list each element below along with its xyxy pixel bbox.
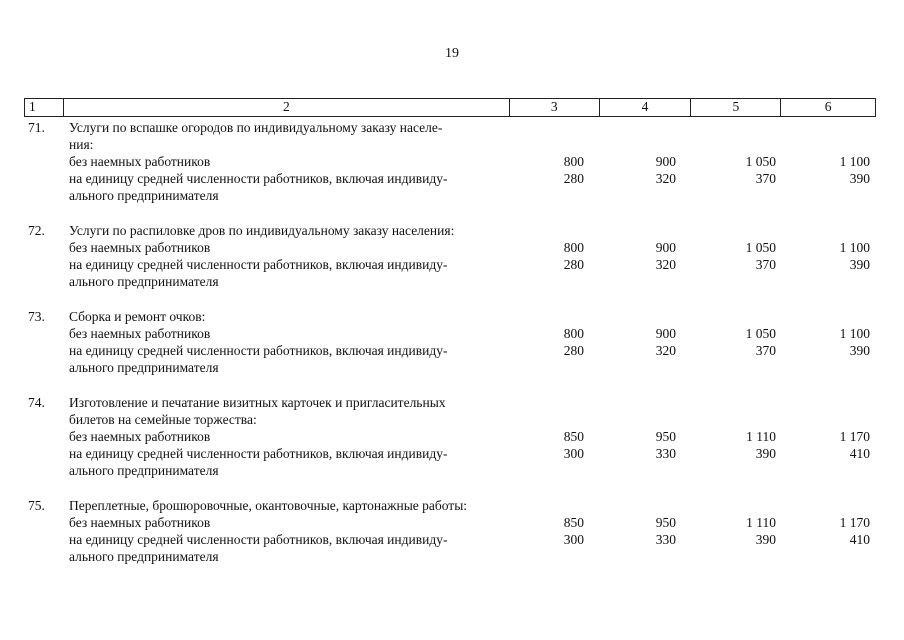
- row-value-col-3: [510, 359, 600, 376]
- row-number: 73.: [28, 309, 45, 324]
- row-number: [24, 239, 63, 256]
- row-description: ального предпринимателя: [69, 463, 219, 478]
- table-row: [24, 273, 876, 290]
- row-value-col-3: 300: [563, 446, 584, 461]
- row-description: на единицу средней численности работников, включая индивиду-: [69, 171, 448, 186]
- row-description: на единицу средней численности работников, включая индивиду-: [69, 343, 448, 358]
- row-description: на единицу средней численности работников, включая индивиду-: [69, 446, 448, 461]
- row-value-col-6: 410: [849, 446, 870, 461]
- row-value-col-5: [692, 359, 782, 376]
- row-value-col-6: 1 100: [839, 240, 870, 255]
- row-value-col-4: 320: [655, 171, 676, 186]
- row-description: билетов на семейные торжества:: [69, 412, 257, 427]
- row-number: 71.: [28, 120, 45, 135]
- row-value-col-6: [782, 222, 876, 239]
- table-row: [24, 514, 876, 531]
- table-row: [24, 548, 876, 565]
- row-value-col-6: [782, 497, 876, 514]
- table-row: [24, 308, 876, 325]
- row-value-col-3: [510, 497, 600, 514]
- row-value-col-4: [600, 394, 692, 411]
- row-description: ального предпринимателя: [69, 188, 219, 203]
- row-description: Услуги по вспашке огородов по индивидуальному заказу населе-: [69, 120, 443, 135]
- table-row: [24, 170, 876, 187]
- row-number: [24, 531, 63, 548]
- row-value-col-3: 800: [563, 326, 584, 341]
- row-value-col-5: 1 110: [746, 515, 776, 530]
- row-value-col-4: [600, 136, 692, 153]
- row-value-col-4: 900: [655, 154, 676, 169]
- row-description: ального предпринимателя: [69, 549, 219, 564]
- row-number: [24, 428, 63, 445]
- table-row: [24, 531, 876, 548]
- row-number: [24, 359, 63, 376]
- table-row: [24, 187, 876, 204]
- row-number: 72.: [28, 223, 45, 238]
- row-description: без наемных работников: [69, 154, 211, 169]
- row-value-col-4: 330: [655, 446, 676, 461]
- row-value-col-3: 280: [563, 171, 584, 186]
- row-value-col-5: [692, 222, 782, 239]
- table-section: [24, 394, 876, 479]
- row-value-col-6: 390: [849, 257, 870, 272]
- row-value-col-3: [510, 222, 600, 239]
- row-number: [24, 548, 63, 565]
- row-value-col-5: 370: [755, 343, 776, 358]
- row-value-col-3: 850: [563, 429, 584, 444]
- tariff-table: [24, 98, 876, 583]
- row-value-col-5: 370: [755, 171, 776, 186]
- row-number: [24, 153, 63, 170]
- row-value-col-6: [782, 394, 876, 411]
- row-value-col-4: [600, 119, 692, 136]
- row-value-col-4: 320: [655, 257, 676, 272]
- row-value-col-4: 900: [655, 240, 676, 255]
- row-value-col-6: [782, 119, 876, 136]
- table-section: [24, 308, 876, 376]
- row-value-col-5: [692, 462, 782, 479]
- header-col-3: 3: [510, 99, 600, 116]
- row-value-col-3: [510, 462, 600, 479]
- row-value-col-6: 1 170: [839, 515, 870, 530]
- row-description: без наемных работников: [69, 240, 211, 255]
- row-description: Изготовление и печатание визитных карточек и пригласительных: [69, 395, 446, 410]
- row-description: без наемных работников: [69, 515, 211, 530]
- row-value-col-3: 280: [563, 257, 584, 272]
- row-value-col-6: [782, 273, 876, 290]
- row-value-col-6: [782, 411, 876, 428]
- table-row: [24, 325, 876, 342]
- row-number: [24, 445, 63, 462]
- row-value-col-3: [510, 273, 600, 290]
- row-value-col-6: [782, 136, 876, 153]
- row-number: [24, 187, 63, 204]
- row-value-col-5: [692, 411, 782, 428]
- row-value-col-3: [510, 411, 600, 428]
- header-col-1: 1: [25, 99, 64, 116]
- row-number: [24, 514, 63, 531]
- header-col-6: 6: [824, 99, 832, 114]
- row-value-col-5: [692, 136, 782, 153]
- row-value-col-3: [510, 187, 600, 204]
- table-header: [24, 98, 876, 117]
- row-description: без наемных работников: [69, 326, 211, 341]
- table-body: [24, 119, 876, 565]
- table-row: [24, 239, 876, 256]
- table-row: [24, 119, 876, 136]
- row-value-col-5: 370: [755, 257, 776, 272]
- row-value-col-4: [600, 273, 692, 290]
- table-row: [24, 342, 876, 359]
- row-number: [24, 256, 63, 273]
- row-value-col-6: [782, 548, 876, 565]
- table-section: [24, 497, 876, 565]
- row-value-col-3: 800: [563, 240, 584, 255]
- row-value-col-3: 800: [563, 154, 584, 169]
- row-value-col-4: [600, 187, 692, 204]
- row-value-col-4: [600, 462, 692, 479]
- row-value-col-4: [600, 497, 692, 514]
- row-number: [24, 136, 63, 153]
- row-value-col-5: 1 050: [745, 240, 776, 255]
- row-value-col-4: 900: [655, 326, 676, 341]
- row-value-col-6: [782, 308, 876, 325]
- row-number: [24, 342, 63, 359]
- table-row: [24, 256, 876, 273]
- header-col-2: 2: [64, 99, 510, 116]
- row-description: ального предпринимателя: [69, 360, 219, 375]
- row-value-col-5: [692, 119, 782, 136]
- row-value-col-6: [782, 359, 876, 376]
- row-value-col-3: [510, 308, 600, 325]
- header-col-4: 4: [600, 99, 692, 116]
- row-value-col-5: [692, 273, 782, 290]
- table-row: [24, 359, 876, 376]
- row-value-col-6: 390: [849, 343, 870, 358]
- row-value-col-3: [510, 136, 600, 153]
- row-value-col-4: 950: [655, 515, 676, 530]
- row-value-col-4: 320: [655, 343, 676, 358]
- row-value-col-4: [600, 359, 692, 376]
- row-value-col-5: 1 110: [746, 429, 776, 444]
- header-col-5: 5: [691, 99, 781, 116]
- page-number: 19: [445, 46, 459, 61]
- row-number: 74.: [28, 395, 45, 410]
- row-value-col-3: [510, 394, 600, 411]
- row-value-col-6: 1 100: [839, 154, 870, 169]
- row-value-col-5: [692, 187, 782, 204]
- row-value-col-5: 390: [755, 532, 776, 547]
- row-value-col-3: 280: [563, 343, 584, 358]
- row-value-col-5: 1 050: [745, 326, 776, 341]
- table-row: [24, 411, 876, 428]
- row-value-col-4: [600, 222, 692, 239]
- table-section: [24, 119, 876, 204]
- row-description: ния:: [69, 137, 94, 152]
- table-row: [24, 445, 876, 462]
- row-value-col-6: 410: [849, 532, 870, 547]
- row-description: на единицу средней численности работников, включая индивиду-: [69, 257, 448, 272]
- row-number: [24, 273, 63, 290]
- row-description: ального предпринимателя: [69, 274, 219, 289]
- row-value-col-6: [782, 187, 876, 204]
- row-value-col-5: [692, 548, 782, 565]
- table-row: [24, 428, 876, 445]
- row-value-col-6: [782, 462, 876, 479]
- row-value-col-4: [600, 548, 692, 565]
- row-value-col-5: [692, 394, 782, 411]
- row-description: Переплетные, брошюровочные, окантовочные, картонажные работы:: [69, 498, 468, 513]
- table-section: [24, 222, 876, 290]
- row-value-col-6: 1 170: [839, 429, 870, 444]
- row-value-col-5: 390: [755, 446, 776, 461]
- table-row: [24, 462, 876, 479]
- table-row: [24, 497, 876, 514]
- row-number: 75.: [28, 498, 45, 513]
- row-value-col-5: [692, 308, 782, 325]
- row-value-col-4: 950: [655, 429, 676, 444]
- row-value-col-4: [600, 308, 692, 325]
- table-row: [24, 153, 876, 170]
- row-value-col-5: [692, 497, 782, 514]
- row-value-col-3: 300: [563, 532, 584, 547]
- row-value-col-3: 850: [563, 515, 584, 530]
- row-description: на единицу средней численности работников, включая индивиду-: [69, 532, 448, 547]
- row-value-col-6: 1 100: [839, 326, 870, 341]
- row-value-col-3: [510, 119, 600, 136]
- table-row: [24, 222, 876, 239]
- row-description: Услуги по распиловке дров по индивидуальному заказу населения:: [69, 223, 455, 238]
- row-description: без наемных работников: [69, 429, 211, 444]
- row-value-col-6: 390: [849, 171, 870, 186]
- row-description: Сборка и ремонт очков:: [69, 309, 206, 324]
- row-number: [24, 411, 63, 428]
- row-value-col-3: [510, 548, 600, 565]
- table-row: [24, 136, 876, 153]
- row-value-col-5: 1 050: [745, 154, 776, 169]
- row-number: [24, 170, 63, 187]
- row-value-col-4: 330: [655, 532, 676, 547]
- row-number: [24, 325, 63, 342]
- row-number: [24, 462, 63, 479]
- row-value-col-4: [600, 411, 692, 428]
- table-row: [24, 394, 876, 411]
